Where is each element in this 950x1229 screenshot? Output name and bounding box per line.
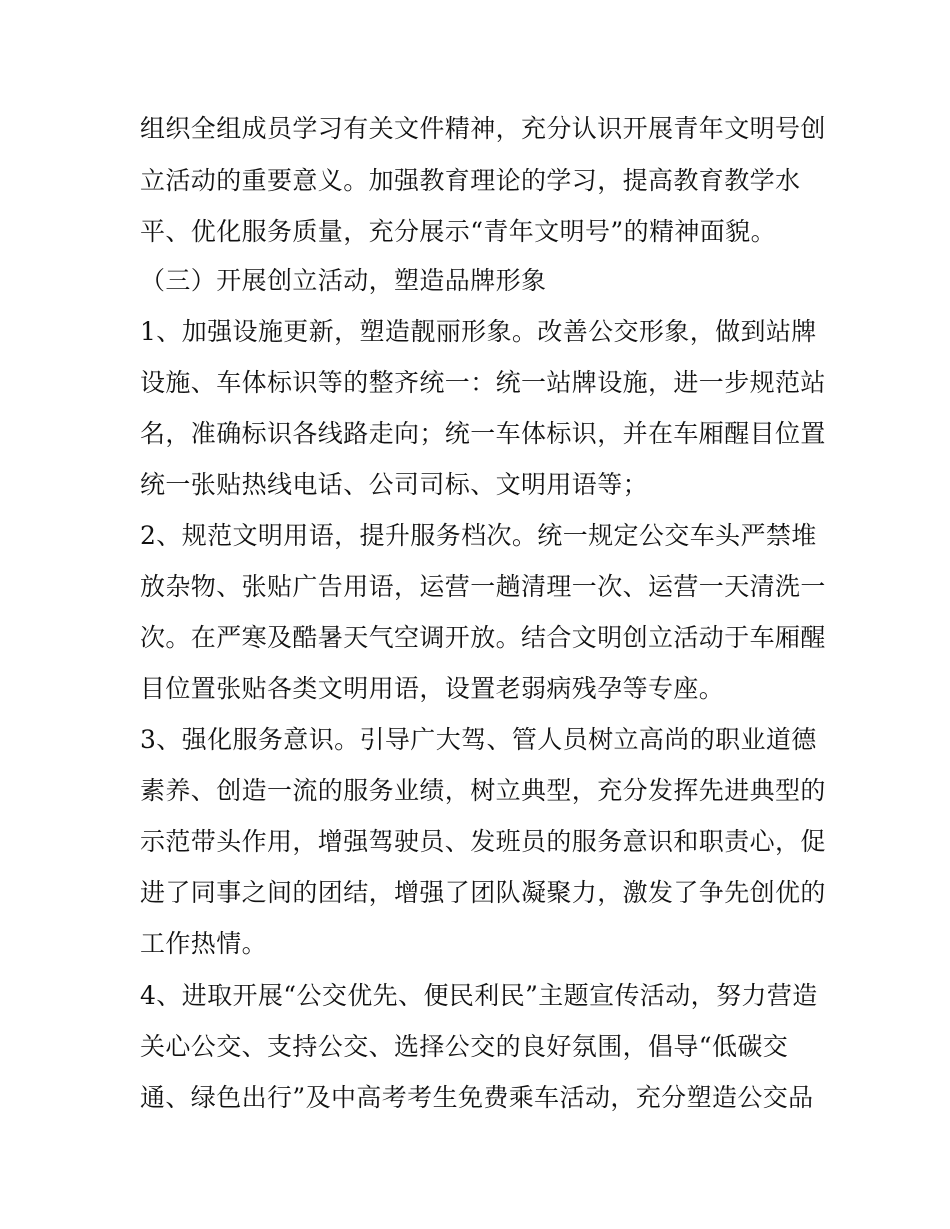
text-line: 1、加强设施更新，塑造靓丽形象。改善公交形象，做到站牌	[140, 317, 817, 346]
text-line: 放杂物、张贴广告用语，运营一趟清理一次、运营一天清洗一	[140, 572, 826, 601]
text-line: 组织全组成员学习有关文件精神，充分认识开展青年文明号创	[140, 114, 826, 143]
text-line: 平、优化服务质量，充分展示“青年文明号”的精神面貌。	[140, 217, 776, 246]
text-line: 3、强化服务意识。引导广大驾、管人员树立高尚的职业道德	[140, 725, 817, 754]
text-line: 工作热情。	[140, 929, 268, 958]
section-heading: （三）开展创立活动，塑造品牌形象	[140, 266, 547, 295]
text-line: 素养、创造一流的服务业绩，树立典型，充分发挥先进典型的	[140, 776, 826, 805]
text-line: 名，准确标识各线路走向；统一车体标识，并在车厢醒目位置	[140, 419, 826, 448]
text-line: 示范带头作用，增强驾驶员、发班员的服务意识和职责心，促	[140, 827, 826, 856]
text-line: 2、规范文明用语，提升服务档次。统一规定公交车头严禁堆	[140, 521, 817, 550]
text-line: 进了同事之间的团结，增强了团队凝聚力，激发了争先创优的	[140, 878, 826, 907]
text-line: 统一张贴热线电话、公司司标、文明用语等；	[140, 470, 649, 499]
text-line: 4、进取开展“公交优先、便民利民”主题宣传活动，努力营造	[140, 981, 818, 1010]
text-line: 关心公交、支持公交、选择公交的良好氛围，倡导“低碳交	[140, 1032, 789, 1061]
text-line: 次。在严寒及酷暑天气空调开放。结合文明创立活动于车厢醒	[140, 623, 826, 652]
text-line: 目位置张贴各类文明用语，设置老弱病残孕等专座。	[140, 674, 725, 703]
text-line: 设施、车体标识等的整齐统一：统一站牌设施，进一步规范站	[140, 368, 826, 397]
text-line: 立活动的重要意义。加强教育理论的学习，提高教育教学水	[140, 166, 801, 195]
text-line: 通、绿色出行”及中高考考生免费乘车活动，充分塑造公交品	[140, 1083, 814, 1112]
